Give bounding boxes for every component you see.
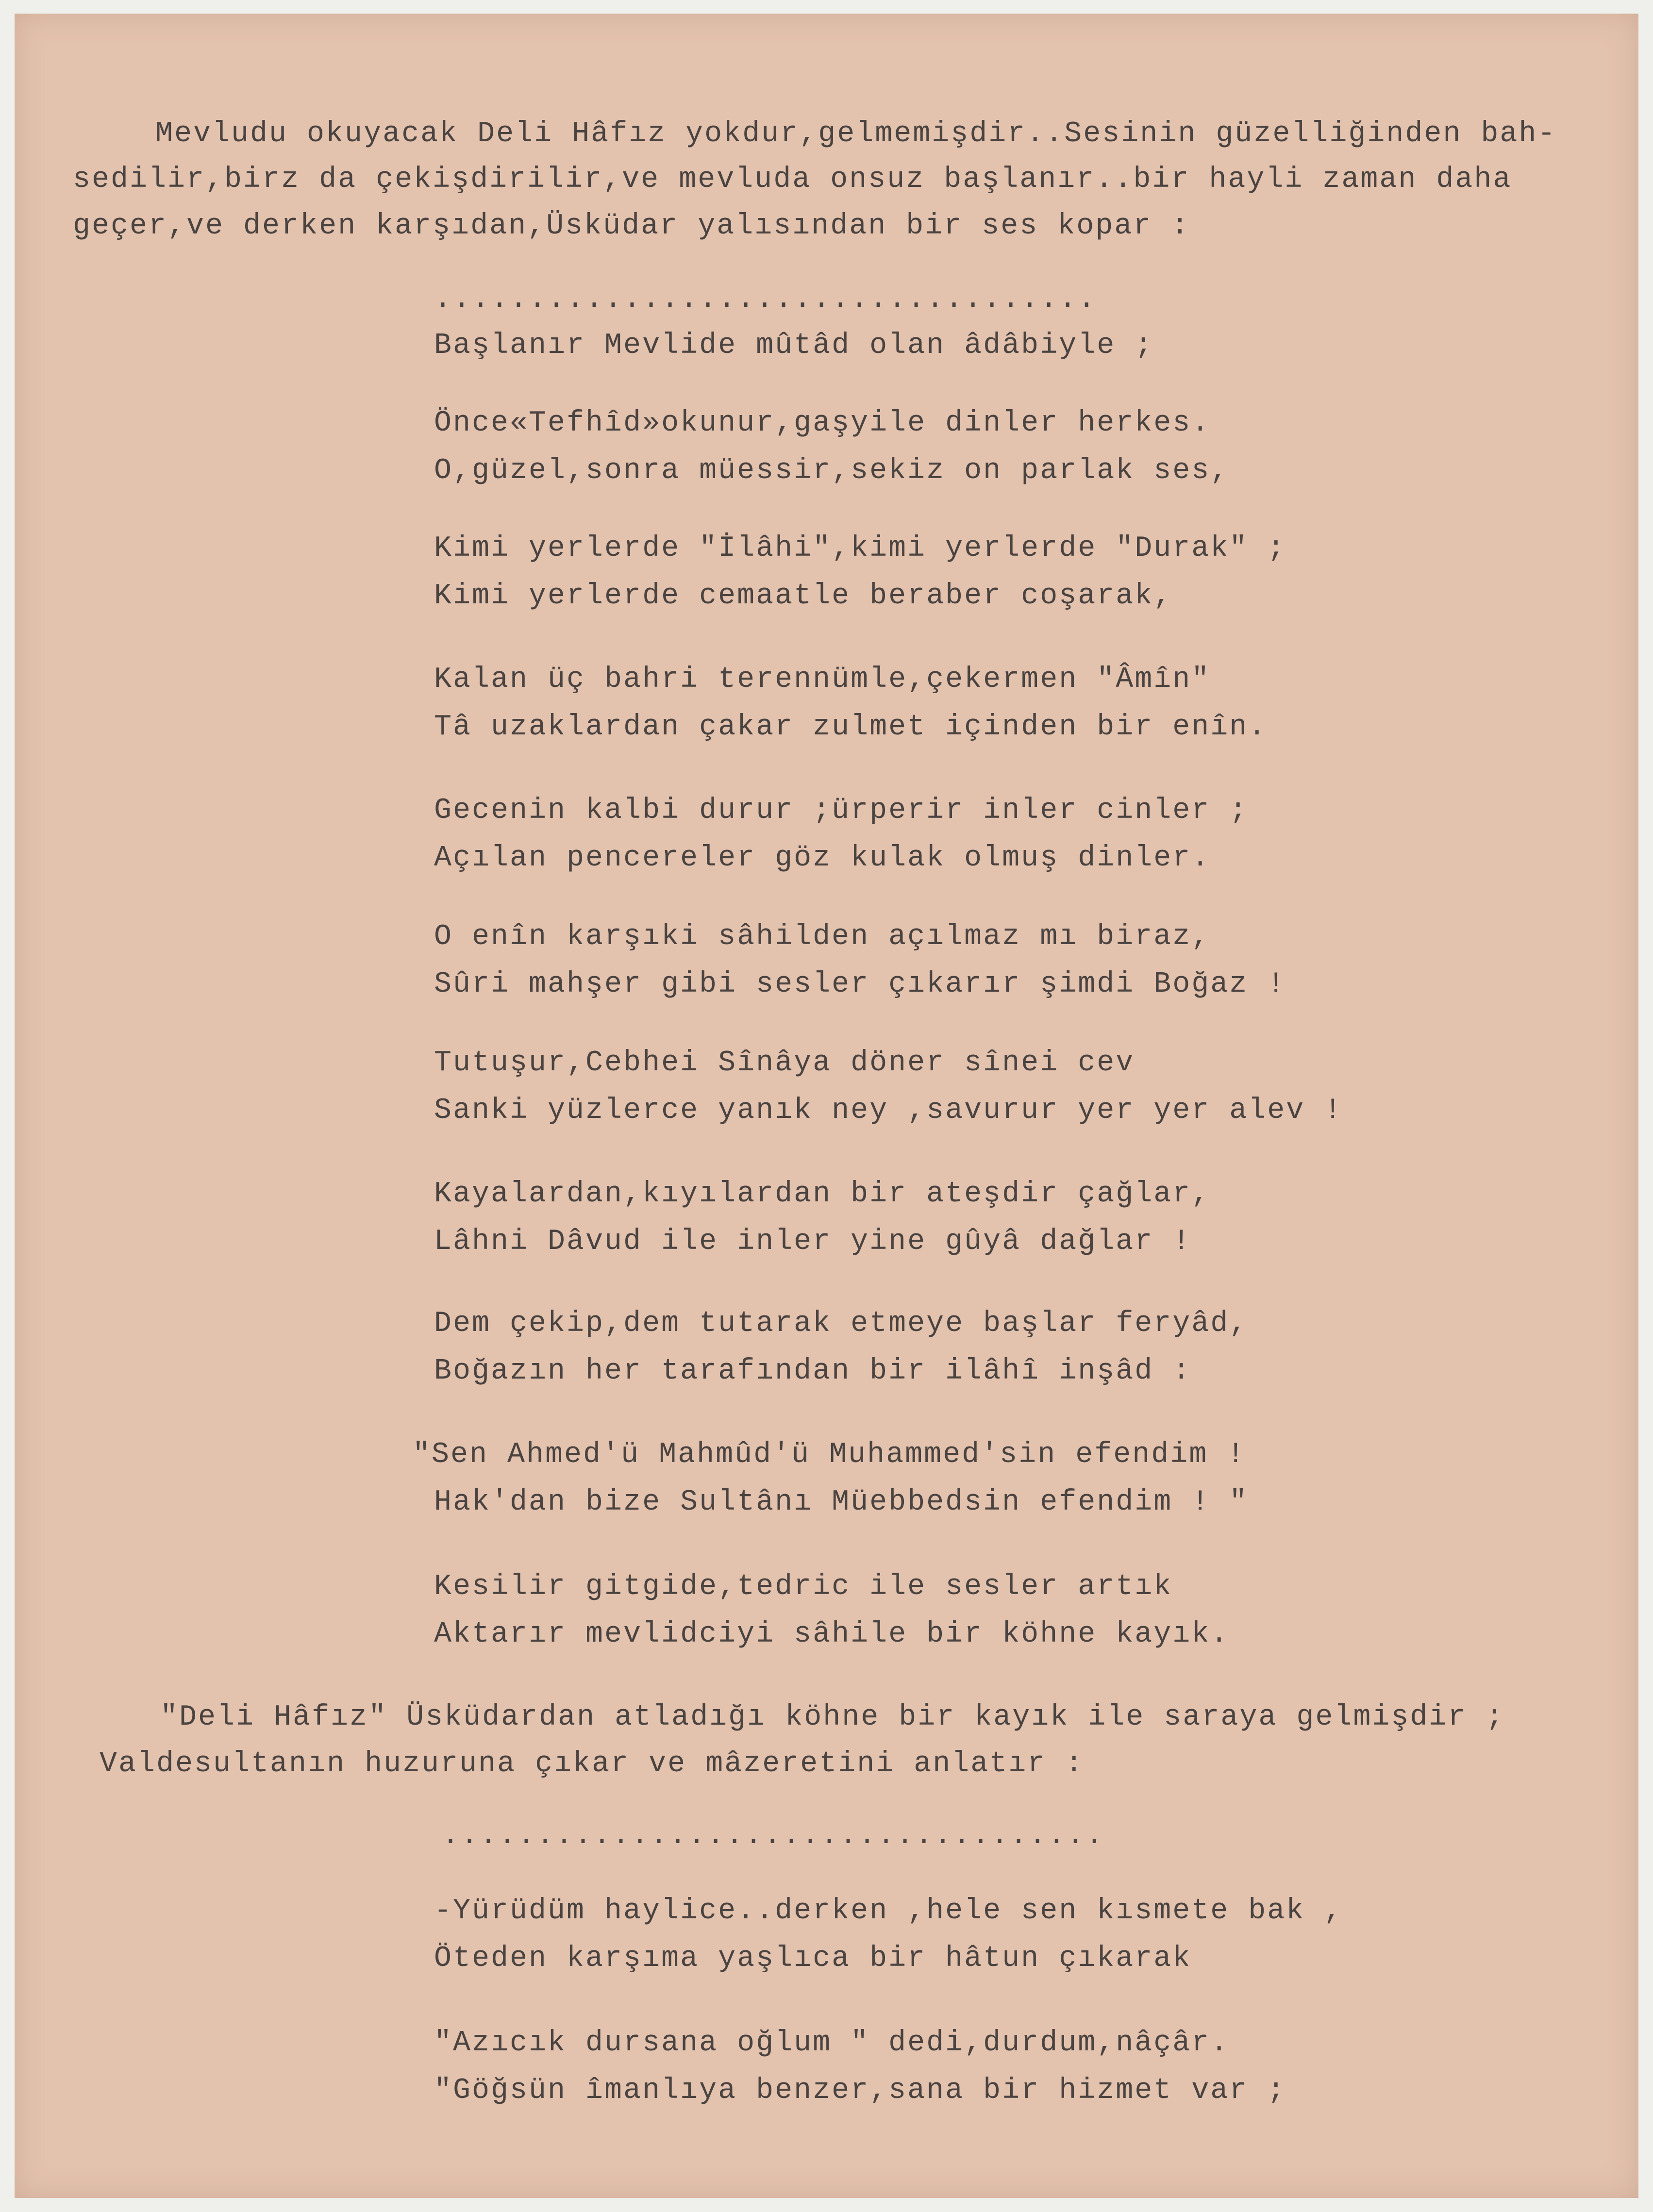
verse-stanza bbox=[434, 1039, 1343, 1134]
verse-line: Kesilir gitgide,tedric ile sesler artık bbox=[434, 1570, 1173, 1603]
ellipsis-separator-2: ................................... bbox=[442, 1819, 1105, 1852]
verse-line: Açılan pencereler göz kulak olmuş dinler. bbox=[434, 842, 1211, 875]
intro-line-3: geçer,ve derken karşıdan,Üsküdar yalısından bir ses kopar : bbox=[73, 210, 1190, 243]
verse-line: Hak'dan bize Sultânı Müebbedsin efendim ! " bbox=[434, 1486, 1249, 1519]
verse-line: Kimi yerlerde cemaatle beraber coşarak, bbox=[434, 580, 1173, 613]
verse-line: -Yürüdüm haylice..derken ,hele sen kısmete bak , bbox=[434, 1895, 1343, 1928]
verse-line: Kimi yerlerde "İlâhi",kimi yerlerde "Durak" ; bbox=[434, 532, 1286, 565]
page-content bbox=[15, 14, 1638, 2198]
verse-stanza bbox=[434, 913, 1286, 1008]
verse-line: "Göğsün îmanlıya benzer,sana bir hizmet var ; bbox=[434, 2074, 1286, 2107]
verse-line: Lâhni Dâvud ile inler yine gûyâ dağlar ! bbox=[434, 1225, 1192, 1258]
verse-line: Kayalardan,kıyılardan bir ateşdir çağlar, bbox=[434, 1178, 1211, 1211]
verse-stanza bbox=[434, 525, 1286, 620]
typewritten-page bbox=[15, 14, 1638, 2198]
verse-stanza bbox=[434, 399, 1229, 495]
verse-stanza bbox=[434, 1300, 1248, 1395]
verse-line: Sanki yüzlerce yanık ney ,savurur yer yer alev ! bbox=[434, 1094, 1343, 1127]
verse-stanza bbox=[434, 1563, 1229, 1658]
verse-line: Öteden karşıma yaşlıca bir hâtun çıkarak bbox=[434, 1942, 1192, 1975]
verse-stanza bbox=[434, 656, 1267, 751]
verse-line: Aktarır mevlidciyi sâhile bir köhne kayık. bbox=[434, 1618, 1230, 1651]
verse-stanza bbox=[434, 1170, 1210, 1265]
verse-line: Dem çekip,dem tutarak etmeye başlar feryâd, bbox=[434, 1307, 1249, 1340]
verse-stanza bbox=[434, 787, 1248, 882]
ellipsis-separator-1: ................................... bbox=[434, 283, 1097, 316]
verse-line: Kalan üç bahri terennümle,çekermen "Âmîn" bbox=[434, 663, 1211, 696]
verse-line: Başlanır Mevlide mûtâd olan âdâbiyle ; bbox=[434, 329, 1154, 362]
verse-line: Önce«Tefhîd»okunur,gaşyile dinler herkes. bbox=[434, 407, 1211, 440]
verse-line: O,güzel,sonra müessir,sekiz on parlak ses, bbox=[434, 454, 1230, 487]
verse-stanza bbox=[413, 1431, 1248, 1526]
verse-line: Tâ uzaklardan çakar zulmet içinden bir enîn. bbox=[434, 711, 1268, 744]
verse-line: Sûri mahşer gibi sesler çıkarır şimdi Boğaz ! bbox=[434, 968, 1286, 1001]
narrative-line-2: Valdesultanın huzuruna çıkar ve mâzeretini anlatır : bbox=[100, 1747, 1085, 1780]
verse-line: Gecenin kalbi durur ;ürperir inler cinler ; bbox=[434, 794, 1249, 827]
verse-stanza bbox=[434, 2019, 1286, 2114]
verse-line: "Azıcık dursana oğlum " dedi,durdum,nâçâr. bbox=[434, 2027, 1230, 2060]
verse-line: Tutuşur,Cebhei Sînâya döner sînei cev bbox=[434, 1047, 1135, 1080]
intro-line-1: Mevludu okuyacak Deli Hâfız yokdur,gelmemişdir..Sesinin güzelliğinden bah- bbox=[155, 117, 1557, 150]
intro-line-2: sedilir,birz da çekişdirilir,ve mevluda onsuz başlanır..bir hayli zaman daha bbox=[73, 163, 1512, 196]
verse-line: Boğazın her tarafından bir ilâhî inşâd : bbox=[434, 1355, 1192, 1388]
verse-line: "Sen Ahmed'ü Mahmûd'ü Muhammed'sin efendim ! bbox=[413, 1438, 1246, 1471]
verse-stanza bbox=[434, 1887, 1343, 1982]
verse-line: O enîn karşıki sâhilden açılmaz mı biraz, bbox=[434, 920, 1211, 953]
verse-stanza bbox=[434, 322, 1153, 369]
narrative-line-1: "Deli Hâfız" Üsküdardan atladığı köhne bir kayık ile saraya gelmişdir ; bbox=[160, 1701, 1505, 1734]
